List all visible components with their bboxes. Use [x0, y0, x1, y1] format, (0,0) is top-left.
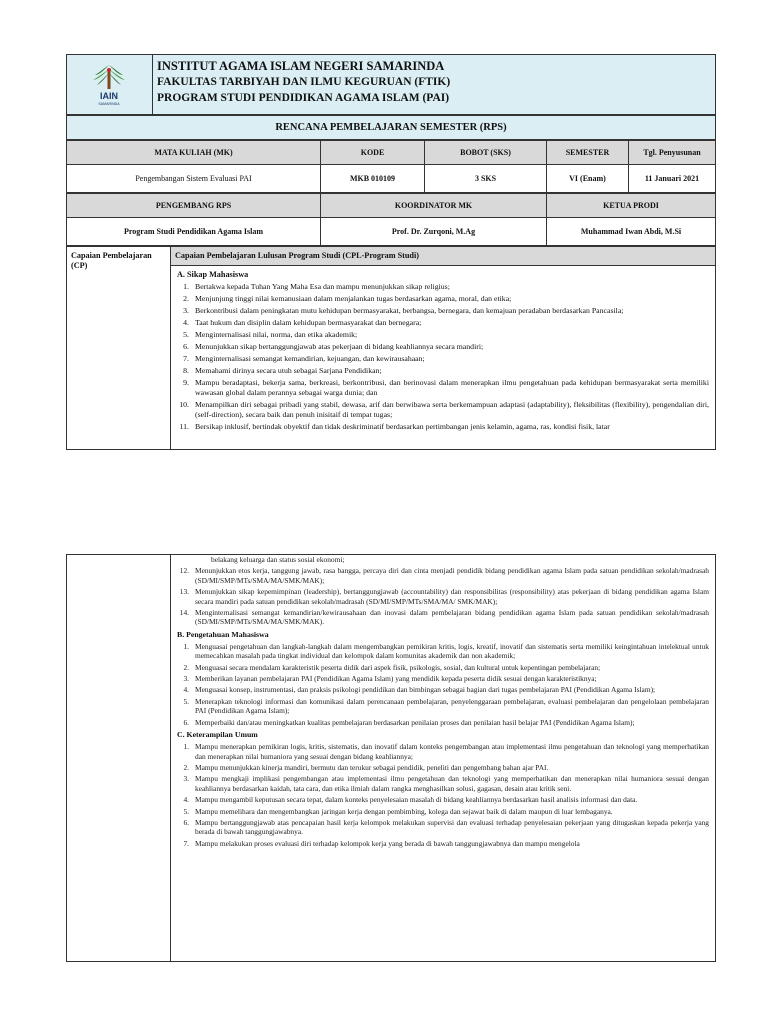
value-koordinator: Prof. Dr. Zurqoni, M.Ag — [321, 218, 547, 246]
course-table — [66, 140, 716, 193]
list-item — [173, 422, 709, 432]
cp-content-continued — [171, 555, 716, 962]
value-ketua-prodi: Muhammad Iwan Abdi, M.Si — [547, 218, 716, 246]
item-number: 1. — [183, 641, 189, 651]
item-text: Taat hukum dan disiplin dalam kehidupan bermasyarakat dan bernegara; — [195, 318, 422, 327]
item-text: Mampu melakukan proses evaluasi diri terhadap kelompok kerja yang berada di bawah tanggungjawabnya dan mampu mengelola — [195, 838, 580, 848]
item-number: 14. — [179, 608, 189, 618]
section-a-heading: A. Sikap Mahasiswa — [177, 270, 249, 279]
item-number: 5. — [183, 330, 189, 339]
list-item — [173, 566, 709, 585]
item-number: 9. — [183, 378, 189, 387]
list-item — [173, 685, 709, 694]
item-text: Menginternalisasi nilai, norma, dan etika akademik; — [195, 330, 358, 339]
value-bobot: 3 SKS — [425, 165, 547, 193]
value-semester: VI (Enam) — [547, 165, 629, 193]
col-bobot: BOBOT (SKS) — [425, 141, 547, 165]
item-number: 1. — [183, 282, 189, 291]
list-item — [173, 763, 709, 772]
faculty-name: FAKULTAS TARBIYAH DAN ILMU KEGURUAN (FTIK) — [157, 76, 451, 88]
item-text: Memperbaiki dan/atau meningkatkan kualitas pembelajaran berdasarkan penilaian proses dan penilaian hasil belajar PAI (Pendidikan Agama Islam); — [195, 717, 635, 727]
item-number: 6. — [183, 717, 189, 727]
item-number: 3. — [183, 774, 189, 784]
item-text: Menguasai konsep, instrumentasi, dan praksis psikologi pendidikan dan bimbingan sebagai bagian dari tugas pembelajaran PAI (Pendidikan Agama Islam); — [195, 685, 656, 695]
title-table — [66, 115, 716, 140]
col-semester: SEMESTER — [547, 141, 629, 165]
item-number: 6. — [183, 342, 189, 351]
item-number: 1. — [183, 742, 189, 752]
item-number: 12. — [179, 566, 189, 576]
item-number: 6. — [183, 817, 189, 827]
document-title: RENCANA PEMBELAJARAN SEMESTER (RPS) — [67, 116, 716, 140]
sikap-list-continued — [173, 566, 709, 626]
iain-logo-icon — [85, 61, 133, 107]
item-text: Mampu mengkaji implikasi pengembangan atau implementasi ilmu pengetahuan dan teknologi yang memperhatikan dan menerapkan nilai humaniora sesuai dengan keahliannya berdasarkan kaidah, tata cara, dan etika ilmiah dalam rangka menghasilkan solusi, gagasan, desain atau kritik seni. — [195, 774, 709, 793]
list-item — [173, 330, 709, 340]
item-text: Mampu beradaptasi, bekerja sama, berkreasi, berkontribusi, dan berinovasi dalam menerapkan ilmu pengetahuan pada kehidupan bermasyarakat serta memiliki wawasan global dalam perannya sebagai warga dunia; dan — [195, 378, 709, 397]
item-number: 2. — [183, 662, 189, 672]
list-item — [173, 774, 709, 793]
value-mata-kuliah: Pengembangan Sistem Evaluasi PAI — [67, 165, 321, 193]
item-text: Menunjukkan etos kerja, tanggung jawab, rasa bangga, percaya diri dan cinta menjadi pendidik bidang pendidikan agama Islam pada satuan pendidikan sekolah/madrasah (SD/MI/SMP/MTs/SMA/MA/SMK/MAK); — [195, 566, 709, 585]
list-item — [173, 718, 709, 727]
list-item — [173, 306, 709, 316]
item-text: Memahami dirinya secara utuh sebagai Sarjana Pendidikan; — [195, 366, 382, 375]
list-item — [173, 697, 709, 716]
institution-name: INSTITUT AGAMA ISLAM NEGERI SAMARINDA — [157, 59, 445, 73]
item-number: 13. — [179, 587, 189, 597]
list-item — [173, 378, 709, 398]
value-pengembang: Program Studi Pendidikan Agama Islam — [67, 218, 321, 246]
item-text: Bersikap inklusif, bertindak obyektif dan tidak deskriminatif berdasarkan pertimbangan jenis kelamin, agama, ras, kondisi fisik, latar — [195, 422, 610, 431]
item-number: 8. — [183, 366, 189, 375]
col-kode: KODE — [321, 141, 425, 165]
item-number: 5. — [183, 696, 189, 706]
item-number: 10. — [179, 400, 189, 409]
item-text: Menjunjung tinggi nilai kemanusiaan dalam menjalankan tugas berdasarkan agama, moral, dan etika; — [195, 294, 512, 303]
list-item — [173, 807, 709, 816]
item-text: Mampu memelihara dan mengembangkan jaringan kerja dengan pembimbing, kolega dan sejawat baik di dalam maupun di luar lembaganya. — [195, 806, 613, 816]
col-ketua-prodi: KETUA PRODI — [547, 194, 716, 218]
logo-text: IAIN — [100, 91, 118, 101]
item-number: 11. — [179, 422, 189, 431]
item-text: Bertakwa kepada Tuhan Yang Maha Esa dan mampu menunjukkan sikap religius; — [195, 282, 450, 291]
item-text: Menunjukkan sikap kepemimpinan (leadership), bertanggungjawab (accountability) dan responsibilitas (responsibility) atas pekerjaan di bidang pendidikan agama Islam secara mandiri pada satuan pendidikan sekolah/madrasah (SD/MI/SMP/MTs/SMA/MA/ SMK/MAK); — [195, 587, 709, 606]
item-text: Menguasai pengetahuan dan langkah-langkah dalam mengembangkan pemikiran kritis, logis, kreatif, inovatif dan sistematis serta memiliki keingintahuan intelektual untuk memecahkan masalah pada tingkat individual dan kelompok dalam komunitas akademik dan non akademik; — [195, 641, 709, 661]
col-tgl-penyusunan: Tgl. Penyusunan — [629, 141, 716, 165]
program-name: PROGRAM STUDI PENDIDIKAN AGAMA ISLAM (PAI) — [157, 92, 450, 104]
rps-page-2 — [66, 554, 716, 962]
item-number: 4. — [183, 318, 189, 327]
item-text: Menguasai secara mendalam karakteristik peserta didik dari aspek fisik, psikologis, sosial, dan kultural untuk kepentingan pembelajaran; — [195, 662, 601, 672]
item-number: 7. — [183, 838, 189, 848]
item-text: Menginternalisasi semangat kemandirian, kejuangan, dan kewirausahaan; — [195, 354, 425, 363]
keterampilan-list — [173, 742, 709, 848]
item-number: 3. — [183, 306, 189, 315]
rps-page-1 — [66, 54, 716, 450]
list-item — [173, 282, 709, 292]
sikap-list — [173, 282, 709, 432]
institution-header — [153, 55, 716, 115]
item-number: 7. — [183, 354, 189, 363]
logo-cell — [67, 55, 153, 115]
section-b-heading: B. Pengetahuan Mahasiswa — [177, 629, 269, 639]
sikap-continuation: belakang keluarga dan status sosial ekonomi; — [211, 555, 345, 564]
list-item — [173, 795, 709, 804]
staff-table — [66, 193, 716, 246]
cp-table-continued — [66, 554, 716, 962]
item-number: 3. — [183, 674, 189, 684]
list-item — [173, 839, 709, 848]
list-item — [173, 608, 709, 627]
col-pengembang: PENGEMBANG RPS — [67, 194, 321, 218]
sikap-section — [171, 266, 716, 450]
list-item — [173, 642, 709, 661]
item-text: Berkontribusi dalam peningkatan mutu kehidupan bermasyarakat, berbangsa, bernegara, dan kemajuan peradaban berdasarkan Pancasila; — [195, 306, 624, 315]
item-text: Menerapkan teknologi informasi dan komunikasi dalam perencanaan pembelajaran, penyelenggaraan pembelajaran, evaluasi pembelajaran dan pengelolaan pembelajaran PAI (Pendidikan Agama Islam); — [195, 696, 709, 716]
col-mata-kuliah: MATA KULIAH (MK) — [67, 141, 321, 165]
list-item — [173, 674, 709, 683]
item-text: Menginternalisasi semangat kemandirian/kewirausahaan dan inovasi dalam pembelajaran bidang pendidikan agama Islam pada satuan pendidikan sekolah/madrasah (SD/MI/SMP/MTs/SMA/MA/SMK/MAK). — [195, 608, 709, 627]
section-c-heading: C. Keterampilan Umum — [177, 730, 258, 740]
list-item — [173, 354, 709, 364]
cp-table — [66, 246, 716, 450]
header-table — [66, 54, 716, 115]
list-item — [173, 818, 709, 837]
item-text: Mampu menunjukkan kinerja mandiri, bermutu dan terukur sebagai pendidik, peneliti dan pengembang bahan ajar PAI. — [195, 762, 549, 772]
value-tgl-penyusunan: 11 Januari 2021 — [629, 165, 716, 193]
pengetahuan-list — [173, 642, 709, 727]
item-text: Mampu mengambil keputusan secara tepat, dalam konteks penyelesaian masalah di bidang keahliannya berdasarkan hasil analisis informasi dan data. — [195, 795, 638, 805]
cp-label-empty — [67, 555, 171, 962]
list-item — [173, 663, 709, 672]
list-item — [173, 294, 709, 304]
cp-label: Capaian Pembelajaran (CP) — [67, 247, 171, 450]
list-item — [173, 318, 709, 328]
item-number: 2. — [183, 294, 189, 303]
list-item — [173, 587, 709, 606]
value-kode: MKB 010109 — [321, 165, 425, 193]
list-item — [173, 400, 709, 420]
item-number: 5. — [183, 806, 189, 816]
item-number: 4. — [183, 795, 189, 805]
logo-subtext: SAMARINDA — [98, 102, 120, 106]
item-number: 2. — [183, 762, 189, 772]
item-text: Menampilkan diri sebagai pribadi yang stabil, dewasa, arif dan berwibawa serta berkemampuan adaptasi (adaptability), fleksibilitas (flexibility), pengendalian diri, (self-direction), secara baik dan penuh inisitaif di tempat tugas; — [195, 400, 709, 419]
list-item — [173, 342, 709, 352]
list-item — [173, 742, 709, 761]
item-text: Mampu menerapkan pemikiran logis, kritis, sistematis, dan inovatif dalam konteks pengembangan atau implementasi ilmu pengetahuan dan teknologi yang memperhatikan dan menerapkan nilai humaniora yang sesuai dengan bidang keahliannya; — [195, 742, 709, 761]
col-koordinator: KOORDINATOR MK — [321, 194, 547, 218]
list-item — [173, 366, 709, 376]
item-text: Mampu bertanggungjawab atas pencapaian hasil kerja kelompok melakukan supervisi dan evaluasi terhadap penyelesaian pekerjaan yang ditugaskan kepada pekerja yang berada di bawah tanggungjawabnya. — [195, 817, 709, 837]
item-text: Memberikan layanan pembelajaran PAI (Pendidikan Agama Islam) yang mendidik kepada peserta didik sesuai dengan karakteristiknya; — [195, 674, 597, 684]
item-text: Menunjukkan sikap bertanggungjawab atas pekerjaan di bidang keahliannya secara mandiri; — [195, 342, 484, 351]
item-number: 4. — [183, 685, 189, 695]
cpl-title: Capaian Pembelajaran Lulusan Program Studi (CPL-Program Studi) — [171, 247, 716, 266]
